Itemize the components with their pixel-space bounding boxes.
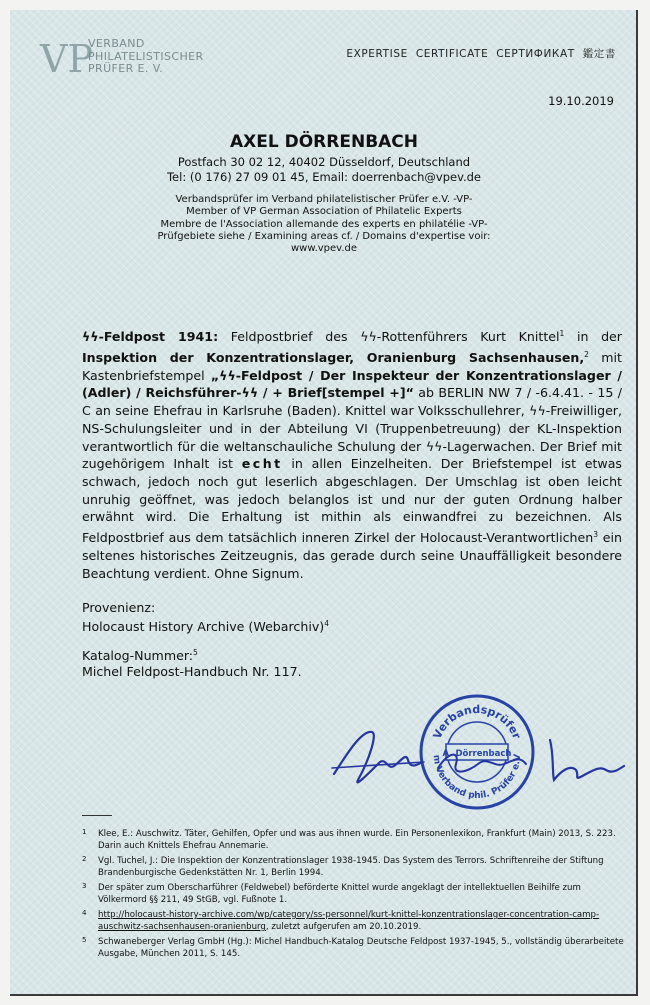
logo-line-1: VERBAND bbox=[88, 37, 145, 50]
membership-line: Prüfgebiete siehe / Examining areas cf. / Domains d'expertise voir: bbox=[157, 230, 491, 242]
footnote bbox=[82, 936, 627, 960]
footnote-ref: 2 bbox=[584, 349, 589, 359]
footnote-ref: 3 bbox=[593, 530, 599, 540]
footnote-number: 4 bbox=[82, 909, 87, 917]
provenance-text: Holocaust History Archive (Webarchiv) bbox=[82, 619, 325, 635]
address-line-1: Postfach 30 02 12, 40402 Düsseldorf, Deutschland bbox=[177, 155, 471, 169]
catalog-value: Michel Feldpost-Handbuch Nr. 117. bbox=[82, 664, 302, 680]
membership-line: Member of VP German Association of Philatelic Experts bbox=[186, 206, 462, 218]
footnote-text: Klee, E.: Auschwitz. Täter, Gehilfen, Opfer und was aus ihnen wurde. Ein Personenlexikon, Frankfurt (Main) 2013, S. 223. Darin auch Knittels Ehefrau Annemarie. bbox=[98, 829, 616, 851]
stamp-center-name: A. Dörrenbach bbox=[442, 749, 512, 759]
footnote-text: , zuletzt aufgerufen am 20.10.2019. bbox=[265, 922, 422, 932]
footnotes bbox=[82, 828, 627, 963]
membership-line: Membre de l'Association allemande des experts en philatélie -VP- bbox=[160, 218, 488, 230]
body-text: in allen Einzelheiten. Der Briefstempel ist etwas schwach, jedoch noch gut leserlich abgeschlagen. Der Umschlag ist oben leicht unruhig geöffnet, was jedoch belanglos ist und nur der guten Ordnung halber erwähnt wird. Die Erhaltung ist mithin als einwandfrei zu bezeichnen. Als Feldpostbrief aus dem tatsächlich inneren Zirkel der Holocaust-Verantwortlichen bbox=[82, 456, 622, 546]
logo-text bbox=[88, 38, 204, 76]
footnote-number: 2 bbox=[82, 855, 87, 863]
membership-statement bbox=[10, 194, 638, 255]
expert-name: AXEL DÖRRENBACH bbox=[229, 132, 419, 152]
footnote-ref: 4 bbox=[324, 619, 329, 628]
stamp-top-text: Verbandsprüfer bbox=[430, 702, 524, 741]
provenance-section bbox=[82, 600, 602, 680]
footnote bbox=[82, 882, 627, 906]
address-line-2: Tel: (0 176) 27 09 01 45, Email: doerrenbach@vpev.de bbox=[166, 169, 482, 184]
footnote-text: Vgl. Tuchel, J.: Die Inspektion der Konzentrationslager 1938-1945. Das System des Terrors. Schriftenreihe der Stiftung Brandenburgische Gedenkstätten Nr. 1, Berlin 1994. bbox=[98, 856, 604, 878]
catalog-heading-text: Katalog-Nummer: bbox=[82, 648, 194, 664]
body-text: in der bbox=[564, 329, 622, 345]
provenance-heading: Provenienz: bbox=[82, 600, 156, 615]
provenance-value bbox=[82, 616, 602, 635]
website-link[interactable]: www.vpev.de bbox=[290, 243, 358, 255]
document-date: 19.10.2019 bbox=[548, 94, 614, 108]
stamp-bottom-text: m Verband phil. Prüfer e.V bbox=[430, 754, 524, 802]
expert-address bbox=[10, 155, 638, 184]
footnote-ref: 1 bbox=[559, 329, 565, 338]
svg-text:VP: VP bbox=[40, 37, 94, 81]
logo-line-2: PHILATELISTISCHER bbox=[88, 49, 204, 63]
footnote-text: Schwaneberger Verlag GmbH (Hg.): Michel Handbuch-Katalog Deutsche Feldpost 1937-1945, 5., vollständig überarbeitete Ausgabe, München 2011, S. 145. bbox=[98, 937, 624, 959]
certificate-sheet bbox=[10, 10, 638, 996]
body-text: mit Kastenbriefstempel bbox=[82, 350, 622, 383]
footnote-text: Der später zum Oberscharführer (Feldwebel) beförderte Knittel wurde angeklagt der intellektuellen Beihilfe zum Völkermord §§ 211, 49 StGB, vgl. Fußnote 1. bbox=[98, 883, 581, 905]
certificate-body bbox=[82, 325, 622, 582]
footnote-number: 5 bbox=[82, 936, 87, 944]
archive-link[interactable]: http://holocaust-history-archive.com/wp/category/ss-personnel/kurt-knittel-konzentrationslager-concentration-camp-auschwitz-sachsenhausen-oranienburg bbox=[98, 910, 600, 932]
footnote bbox=[82, 828, 627, 852]
footnote-divider bbox=[82, 815, 112, 816]
membership-line: Verbandsprüfer im Verband philatelistischer Prüfer e.V. -VP- bbox=[175, 194, 473, 205]
handwritten-signature bbox=[328, 722, 628, 802]
body-text: ab BERLIN NW 7 / -6.4.41. - 15 / C an seine Ehefrau in Karlsruhe (Baden). Knittel war Volksschullehrer, ϟϟ-Freiwilliger, NS-Schulungsleiter und in der Abteilung VI (Truppenbetreuung) der KL-Inspektion verantwortlich für die weltanschauliche Schulung der ϟϟ-Lagerwachen. Der Brief mit zugehörigem Inhalt ist bbox=[82, 385, 622, 472]
body-text: Feldpostbrief des ϟϟ-Rottenführers Kurt Knittel bbox=[218, 329, 560, 345]
footnote bbox=[82, 855, 627, 879]
body-text: ein seltenes historisches Zeitzeugnis, das gerade durch seine Unauffälligkeit besondere Beachtung verdient. Ohne Signum. bbox=[82, 530, 622, 581]
vp-logo-icon bbox=[38, 32, 94, 81]
footnote-ref: 5 bbox=[193, 648, 198, 658]
footnote-number: 3 bbox=[82, 882, 87, 890]
postmark-text: „ϟϟ-Feldpost / Der Inspekteur der Konzentrationslager / (Adler) / Reichsführer-ϟϟ / + Brief[stempel +]“ bbox=[82, 367, 622, 401]
footnote-number: 1 bbox=[82, 828, 87, 836]
verdict-genuine: echt bbox=[241, 456, 283, 472]
certificate-labels: EXPERTISE CERTIFICATE СЕРТИФИКАТ 鑑定書 bbox=[346, 48, 616, 60]
body-heading: ϟϟ-Feldpost 1941: bbox=[82, 329, 219, 345]
footnote bbox=[82, 909, 627, 933]
body-emphasis: Inspektion der Konzentrationslager, Oranienburg Sachsenhausen, bbox=[82, 350, 585, 366]
logo-line-3: PRÜFER E. V. bbox=[88, 62, 164, 75]
catalog-heading bbox=[82, 645, 602, 664]
